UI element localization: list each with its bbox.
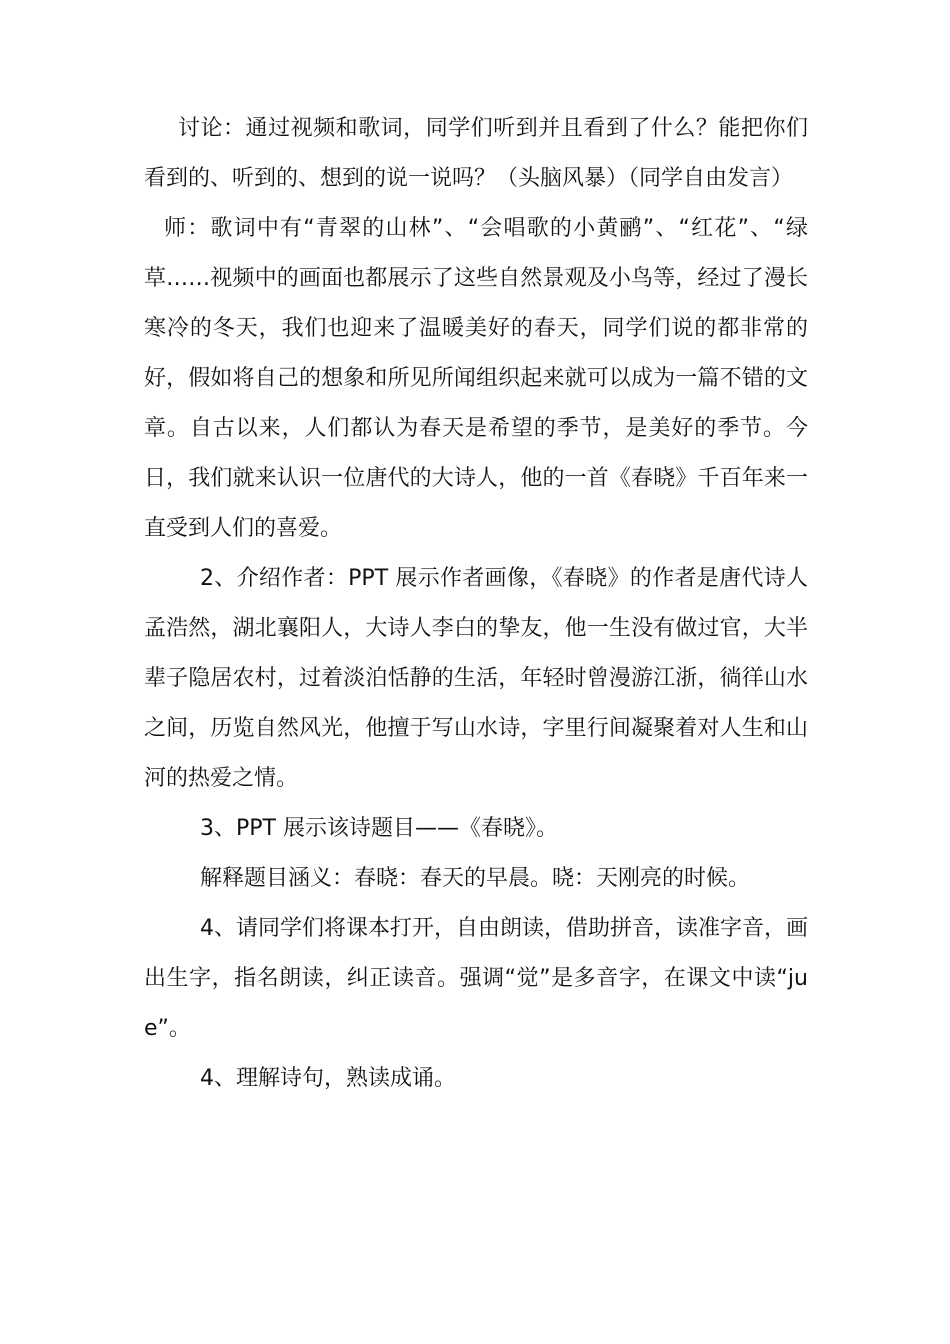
paragraph-explain-title: 解释题目涵义：春晓：春天的早晨。晓：天刚亮的时候。 (200, 866, 751, 891)
paragraph-teacher-remarks: 师：歌词中有“青翠的山林”、“会唱歌的小黄鹂”、“红花”、“绿草……视频中的画面也都展示了这些自然景观及小鸟等，经过了漫长寒冷的冬天，我们也迎来了温暖美好的春天，同学们说的都非常的好，假如将自己的想象和所见所闻组织起来就可以成为一篇不错的文章。自古以来，人们都认为春天是希望的季节，是美好的季节。今日，我们就来认识一位唐代的大诗人，他的一首《春晓》千百年来一直受到人们的喜爱。 (144, 216, 808, 541)
paragraph-show-title: 3、PPT 展示该诗题目——《春晓》。 (200, 816, 558, 841)
paragraph-understand-poem: 4、理解诗句，熟读成诵。 (200, 1066, 456, 1091)
paragraph-introduce-author: 2、介绍作者：PPT 展示作者画像，《春晓》的作者是唐代诗人孟浩然，湖北襄阳人，大诗人李白的挚友，他一生没有做过官，大半辈子隐居农村，过着淡泊恬静的生活，年轻时曾漫游江浙，徜徉山水之间，历览自然风光，他擅于写山水诗，字里行间凝聚着对人生和山河的热爱之情。 (144, 566, 808, 791)
paragraph-discussion: 讨论：通过视频和歌词，同学们听到并且看到了什么？能把你们看到的、听到的、想到的说一说吗？（头脑风暴）（同学自由发言） (144, 116, 808, 191)
paragraph-reading-practice: 4、请同学们将课本打开，自由朗读，借助拼音，读准字音，画出生字，指名朗读，纠正读音。强调“觉”是多音字，在课文中读“jue”。 (144, 916, 808, 1041)
document-body (144, 104, 808, 1104)
